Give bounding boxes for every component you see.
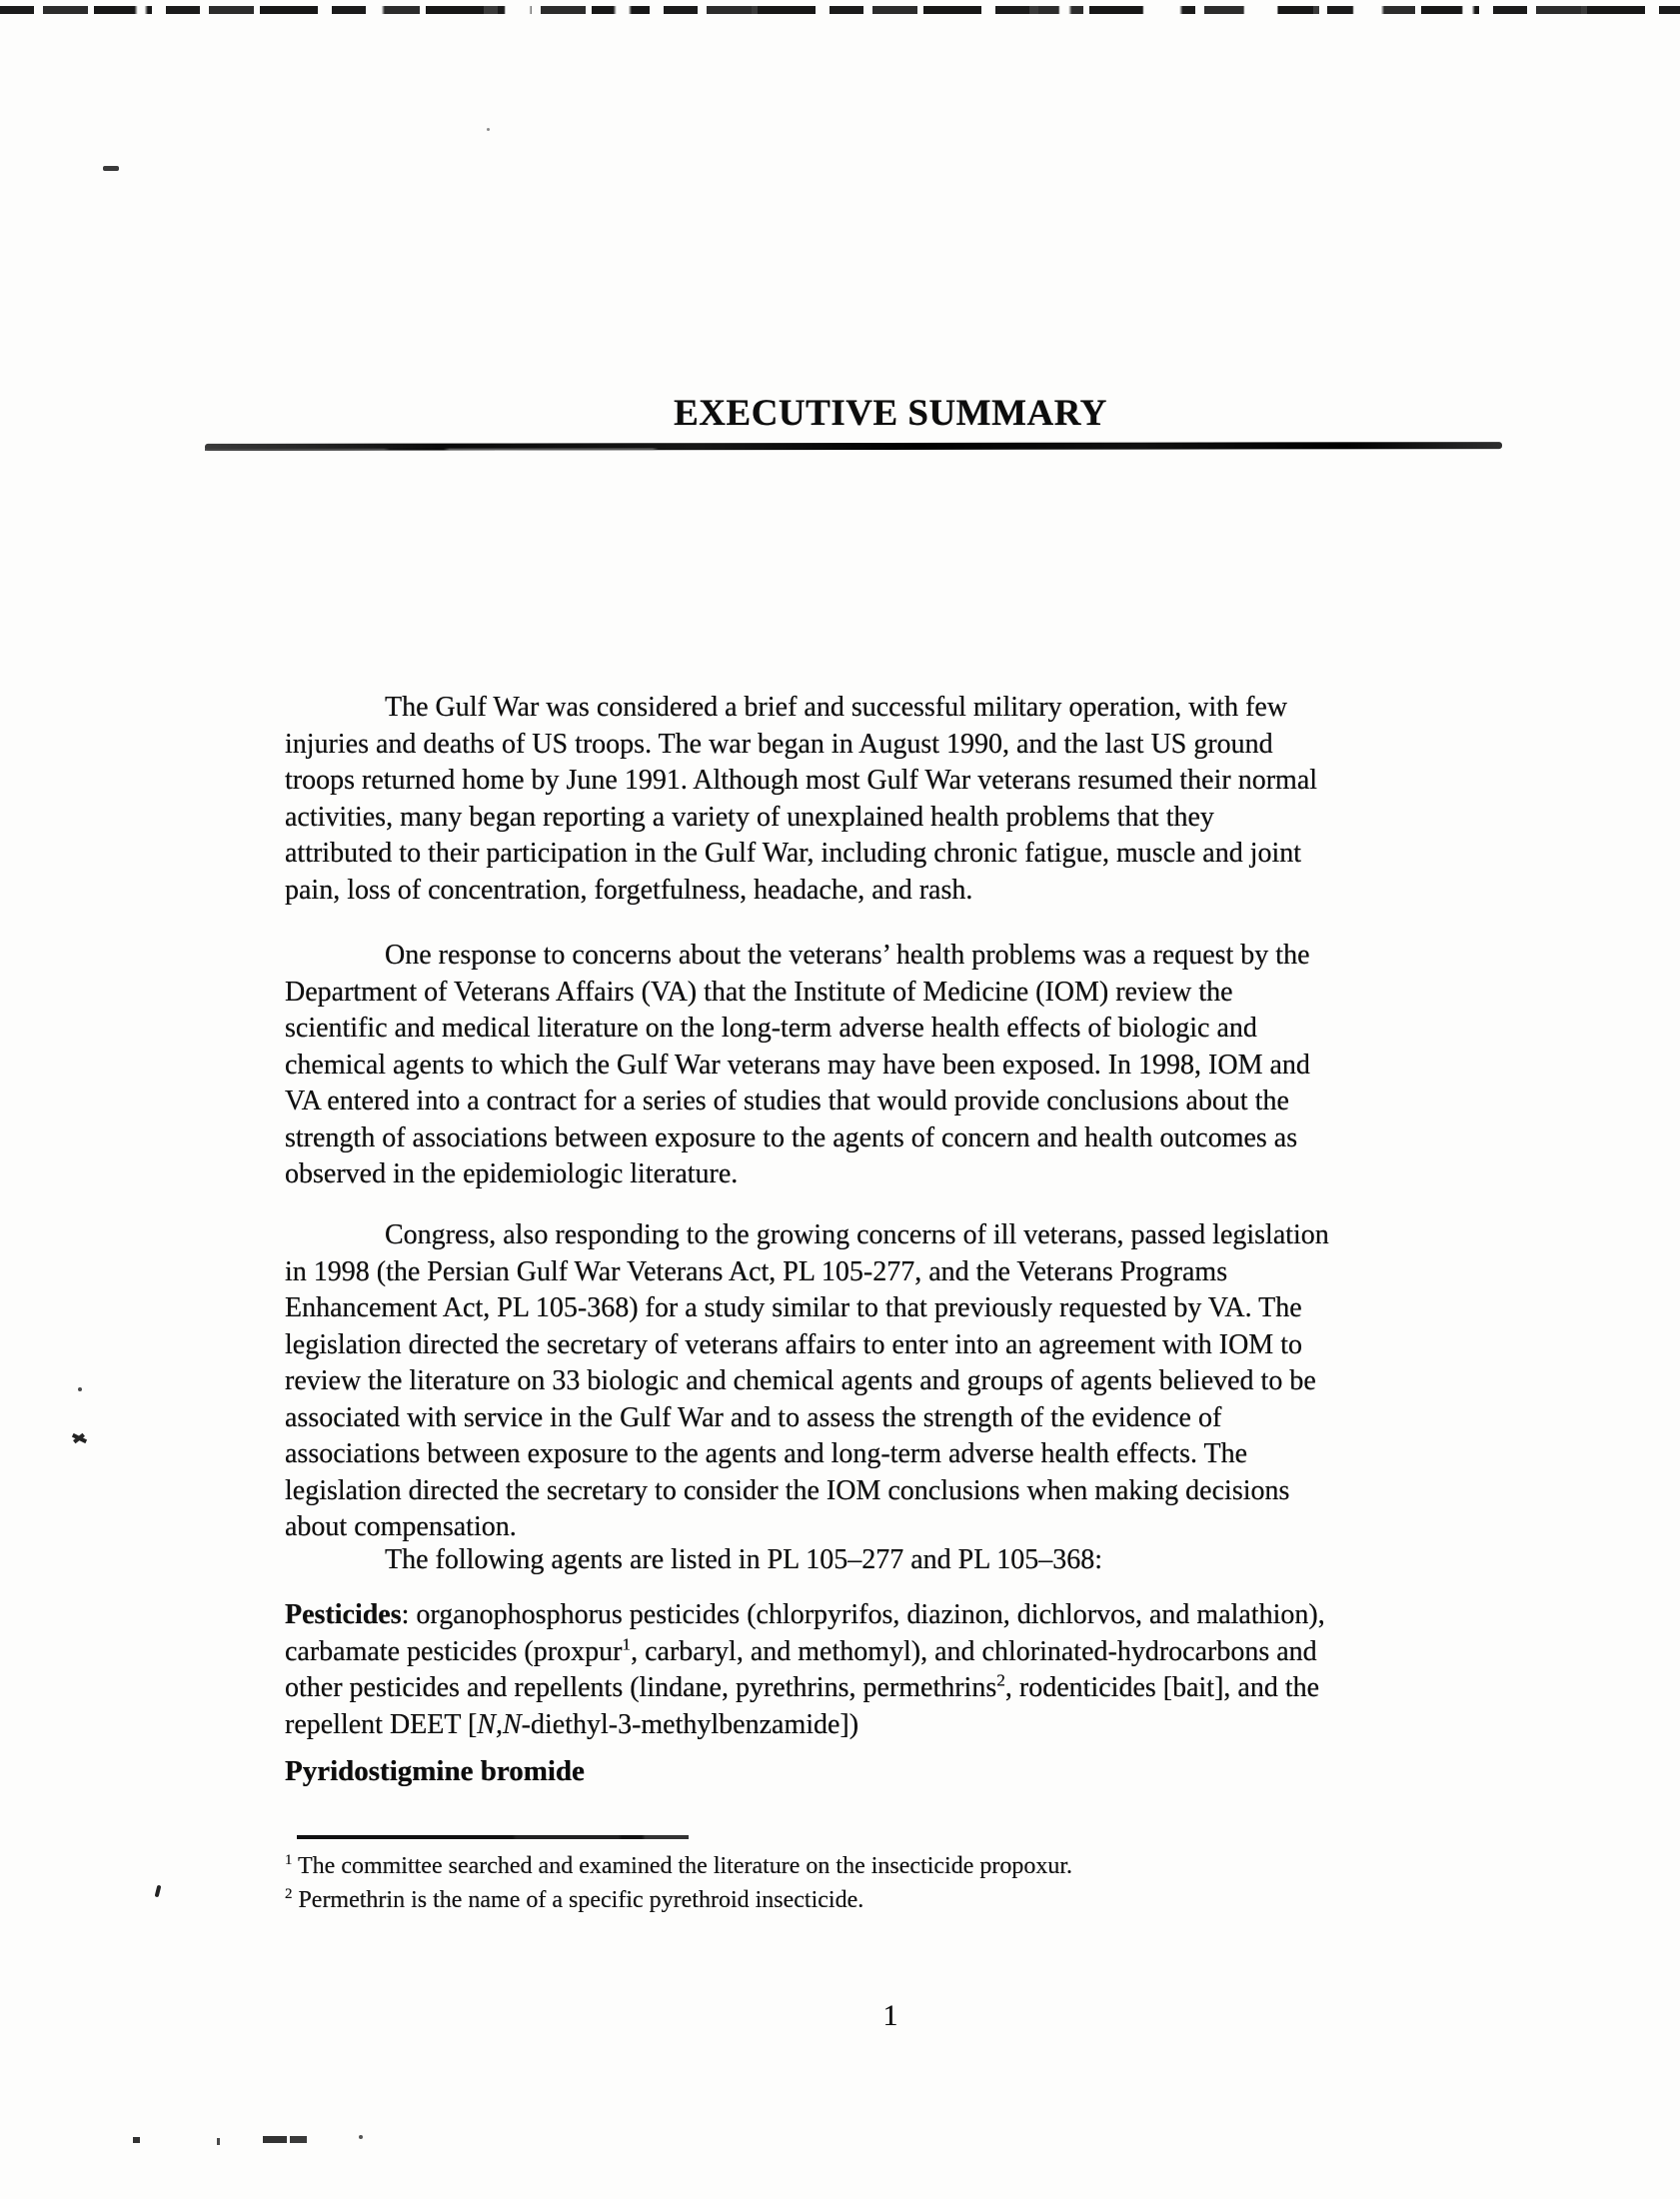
footnote-1: $^1$ The committee searched and examined the literature on the insecticide propoxur. bbox=[285, 1852, 1073, 1879]
scan-artifact-dash bbox=[103, 166, 119, 171]
title-underline-rule bbox=[205, 442, 1502, 451]
page-number: 1 bbox=[882, 1999, 898, 2032]
paragraph-pesticides: Pesticides: organophosphorus pesticides (chlorpyrifos, diazinon, dichlorvos, and malathion), carbamate pesticides (proxpur$^1$, carbaryl, and methomyl), and chlorinated-hydrocarbons and other pesticides and repellents (lindane, pyrethrins, permethrins$^2$, rodenticides [bait], and the repellent DEET [N,N-diethyl-3-methylbenzamide]) bbox=[285, 1599, 1325, 1740]
page-title: EXECUTIVE SUMMARY bbox=[674, 393, 1107, 434]
heading-pyridostigmine-bromide: Pyridostigmine bromide bbox=[285, 1755, 585, 1787]
paragraph-congress-legislation: Congress, also responding to the growing concerns of ill veterans, passed legislation in 1998 (the Persian Gulf War Veterans Act, PL 105-277, and the Veterans Programs Enhancement Act, PL 105-368) for a study similar to that previously requested by VA. The legislation directed the secretary of veterans affairs to enter into an agreement with IOM to review the literature on 33 biologic and chemical agents and groups of agents believed to be associated with service in the Gulf War and to assess the strength of the evidence of associations between exposure to the agents and long-term adverse health effects. The legislation directed the secretary to consider the IOM conclusions when making decisions about compensation. bbox=[285, 1219, 1329, 1542]
paragraph-gulf-war-overview: The Gulf War was considered a brief and successful military operation, with few injuries and deaths of US troops. The war began in August 1990, and the last US ground troops returned home by June 1991. Although most Gulf War veterans resumed their normal activities, many began reporting a variety of unexplained health problems that they attributed to their participation in the Gulf War, including chronic fatigue, muscle and joint pain, loss of concentration, forgetfulness, headache, and rash. bbox=[285, 692, 1318, 906]
footnote-2: $^2$ Permethrin is the name of a specific pyrethroid insecticide. bbox=[285, 1886, 864, 1913]
paragraph-va-iom-request: One response to concerns about the veterans’ health problems was a request by the Department of Veterans Affairs (VA) that the Institute of Medicine (IOM) review the scientific and medical literature on the long-term adverse health effects of biologic and chemical agents to which the Gulf War veterans may have been exposed. In 1998, IOM and VA entered into a contract for a series of studies that would provide conclusions about the strength of associations between exposure to the agents of concern and health outcomes as observed in the epidemiologic literature. bbox=[285, 940, 1310, 1189]
paragraph-agents-listed-intro: The following agents are listed in PL 105–277 and PL 105–368: bbox=[385, 1544, 1103, 1575]
scan-artifact-tick bbox=[217, 2138, 220, 2145]
scan-artifact-dash bbox=[263, 2136, 287, 2143]
scan-artifact-dot bbox=[487, 128, 490, 131]
footnote-separator-rule bbox=[297, 1835, 689, 1839]
scan-artifact-dot bbox=[359, 2135, 363, 2139]
scan-artifact-dot bbox=[133, 2137, 140, 2143]
scan-artifact-dash bbox=[290, 2136, 307, 2143]
scan-artifact-star-mark bbox=[72, 1431, 87, 1445]
scan-artifact-dot bbox=[78, 1387, 82, 1391]
scan-artifact-top-edge-line bbox=[0, 6, 1680, 14]
scan-artifact-tick bbox=[155, 1885, 162, 1898]
